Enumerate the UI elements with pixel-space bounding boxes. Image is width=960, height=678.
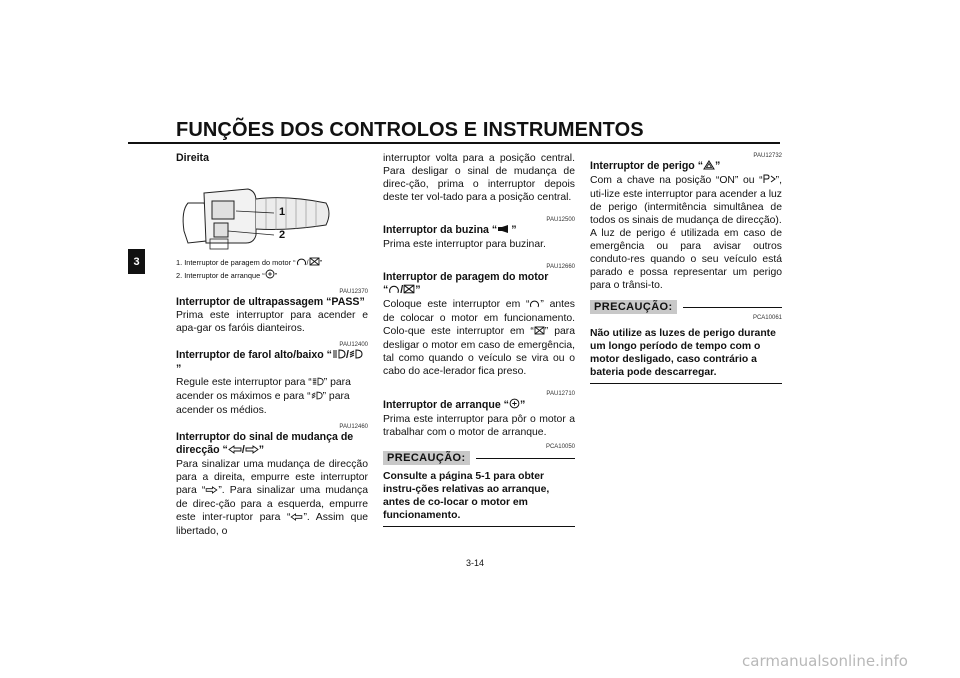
text-pass-switch: Prima este interruptor para acender e apa-gar os faróis dianteiros. bbox=[176, 310, 368, 334]
code-pca10061: PCA10061 bbox=[752, 315, 782, 321]
low-beam-icon bbox=[349, 349, 363, 363]
callout-2: 2 bbox=[279, 229, 286, 241]
code-pau12370: PAU12370 bbox=[339, 289, 368, 295]
text-dimmer-line1: Regule este interruptor para “ ” para bbox=[176, 377, 351, 388]
caution-label: PRECAUÇÃO: bbox=[590, 300, 677, 314]
code-pau12500: PAU12500 bbox=[546, 217, 575, 223]
heading-dimmer-switch: Interruptor de farol alto/baixo “ /” bbox=[176, 349, 368, 376]
code-pau12400: PAU12400 bbox=[339, 342, 368, 348]
header-rule bbox=[128, 142, 780, 144]
engine-stop-icon bbox=[534, 326, 545, 339]
section-heading-direita: Direita bbox=[176, 152, 209, 164]
heading-horn-switch: Interruptor da buzina “ ” bbox=[383, 224, 517, 236]
hazard-icon bbox=[703, 160, 715, 174]
right-handlebar-illustration bbox=[176, 173, 366, 255]
engine-stop-icon bbox=[403, 284, 415, 298]
text-turn-signal-cont: interruptor volta para a posição central. Para desligar o sinal de mudança de direc-ção, prima o interruptor depois deste ter vol-tado para a posição central. bbox=[383, 153, 575, 203]
caution-rule bbox=[683, 307, 782, 308]
code-pau12660: PAU12660 bbox=[546, 264, 575, 270]
caution-box-hazard bbox=[590, 300, 782, 384]
watermark: carmanualsonline.info bbox=[742, 652, 908, 670]
caution-label: PRECAUÇÃO: bbox=[383, 451, 470, 465]
code-pca10050: PCA10050 bbox=[545, 444, 575, 450]
heading-engine-stop-switch: Interruptor de paragem do motor bbox=[383, 271, 549, 283]
text-hazard-switch-1: Com a chave na posição “ON” ou “ ”, uti-lize este interruptor para acender a luz de perigo (intermitência simultânea de todos os sinais de mudança de direcção). bbox=[590, 175, 782, 226]
heading-pass-switch: Interruptor de ultrapassagem “PASS” bbox=[176, 296, 365, 308]
figure-caption-1: 1. Interruptor de paragem do motor “ / ” bbox=[176, 258, 323, 267]
caution-text-start: Consulte a página 5-1 para obter instru-ções relativas ao arranque, antes de co-locar o motor em funcionamento. bbox=[383, 471, 550, 521]
column-2 bbox=[383, 152, 575, 527]
engine-run-icon bbox=[388, 284, 400, 298]
engine-run-icon bbox=[529, 299, 540, 312]
text-dimmer-line2: acender os máximos e para “ ” para bbox=[176, 391, 350, 402]
heading-hazard-switch: Interruptor de perigo “ ” bbox=[590, 160, 721, 172]
right-arrow-icon bbox=[205, 485, 218, 498]
column-1 bbox=[176, 152, 368, 538]
engine-stop-icon bbox=[309, 257, 320, 269]
chapter-tab: 3 bbox=[128, 249, 145, 274]
starter-icon bbox=[509, 398, 520, 413]
right-arrow-icon bbox=[245, 445, 259, 458]
text-dimmer-line3: acender os médios. bbox=[176, 405, 267, 416]
caution-box-start bbox=[383, 443, 575, 527]
text-hazard-switch-2: A luz de perigo é utilizada em caso de emergência ou para avisar outros conduto-res quando o seu veículo está parado e possa representar um perigo para o trânsi-to. bbox=[590, 228, 782, 291]
starter-icon bbox=[265, 269, 275, 282]
text-horn-switch: Prima este interruptor para buzinar. bbox=[383, 239, 546, 250]
low-beam-icon bbox=[311, 391, 323, 404]
page-number: 3-14 bbox=[466, 558, 485, 568]
caution-rule bbox=[476, 458, 575, 459]
callout-1: 1 bbox=[279, 206, 286, 218]
horn-icon bbox=[497, 224, 511, 238]
text-engine-stop-switch: Coloque este interruptor em “ ” antes de colocar o motor em funcionamento. Colo-que este interruptor em “ ” para desligar o motor em caso de emergência, tal como quando o veículo se vira ou o cabo do ace-lerador fica preso. bbox=[383, 299, 576, 377]
left-arrow-icon bbox=[228, 445, 242, 458]
heading-engine-stop-symbols: “ / ” bbox=[383, 284, 421, 296]
code-pau12460: PAU12460 bbox=[339, 424, 368, 430]
engine-run-icon bbox=[296, 257, 307, 269]
high-beam-icon bbox=[332, 349, 346, 363]
text-turn-signal: Para sinalizar uma mudança de direcção para a direita, empurre este interruptor para “ ”. Para sinalizar uma mudança de direc-ção para a esquerda, empurre este inter-ruptor para “ ”. Assim que libertado, o bbox=[176, 459, 369, 537]
high-beam-icon bbox=[312, 377, 324, 390]
caution-text-hazard: Não utilize as luzes de perigo durante um longo período de tempo com o motor desligado, caso contrário a bateria pode descarregar. bbox=[590, 328, 776, 378]
figure-caption-2: 2. Interruptor de arranque “ ” bbox=[176, 271, 278, 280]
heading-start-switch: Interruptor de arranque “ ” bbox=[383, 399, 526, 411]
text-start-switch: Prima este interruptor para pôr o motor a trabalhar com o motor de arranque. bbox=[383, 414, 575, 438]
code-pau12710: PAU12710 bbox=[546, 391, 575, 397]
heading-turn-signal-2: direcção “ / ” bbox=[176, 444, 265, 456]
handlebar-switch-figure bbox=[176, 173, 366, 255]
caution-end-rule bbox=[590, 383, 782, 384]
column-3 bbox=[590, 152, 782, 384]
code-pau12732: PAU12732 bbox=[753, 153, 782, 159]
left-arrow-icon bbox=[290, 512, 303, 525]
parking-key-icon bbox=[763, 174, 776, 188]
heading-turn-signal-1: Interruptor do sinal de mudança de bbox=[176, 431, 354, 443]
page-title: FUNÇÕES DOS CONTROLOS E INSTRUMENTOS bbox=[176, 119, 644, 141]
caution-end-rule bbox=[383, 526, 575, 527]
